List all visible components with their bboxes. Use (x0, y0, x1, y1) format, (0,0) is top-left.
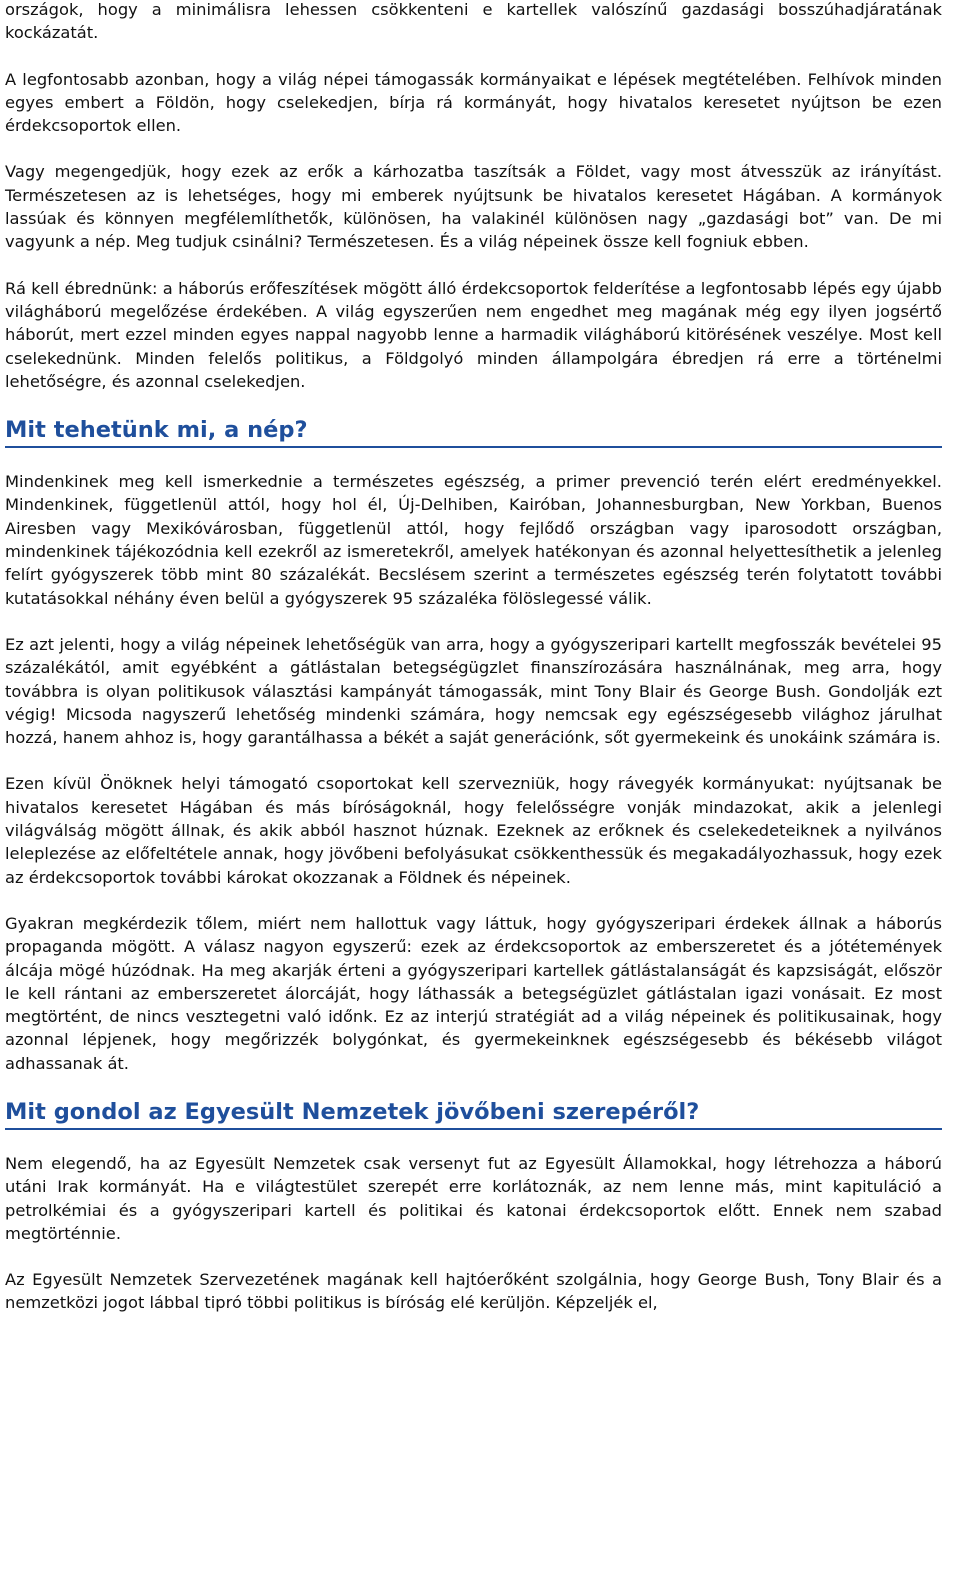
document-body (5, 0, 942, 1338)
paragraph: A legfontosabb azonban, hogy a világ népei támogassák kormányaikat e lépések megtételében. Felhívok minden egyes embert a Földön, hogy cselekedjen, bírja rá kormányát, hogy hivatalos keresetet nyújtson be ezen érdekcsoportok ellen. (5, 69, 942, 136)
paragraph: Ez azt jelenti, hogy a világ népeinek lehetőségük van arra, hogy a gyógyszeripari kartellt megfosszák bevételei 95 százalékától, amit egyébként a gátlástalan betegségügzlet finanszírozására használnának, meg arra, hogy továbbra is olyan politikusok választási kampányát támogassák, mint Tony Blair és George Bush. Gondolják ezt végig! Micsoda nagyszerű lehetőség mindenki számára, hogy nemcsak egy egészségesebb világhoz járulhat hozzá, hanem ahhoz is, hogy garantálhassa a békét a saját generációnk, sőt gyermekeink és unokáink számára is. (5, 634, 942, 748)
section-heading: Mit tehetünk mi, a nép? (5, 416, 942, 448)
section-heading: Mit gondol az Egyesült Nemzetek jövőbeni szerepéről? (5, 1098, 942, 1130)
paragraph: Mindenkinek meg kell ismerkednie a természetes egészség, a primer prevenció terén elért eredményekkel. Mindenkinek, függetlenül attól, hogy hol él, Új-Delhiben, Kairóban, Johannesburgban, New Yorkban, Buenos Airesben vagy Mexikóvárosban, függetlenül attól, hogy fejlődő országban vagy iparosodott országban, mindenkinek tájékozódnia kell ezekről az ismeretekről, amelyek hatékonyan és azonnal helyettesíthetik a jelenleg felírt gyógyszerek több mint 80 százalékát. Becslésem szerint a természetes egészség terén folytatott további kutatásokkal néhány éven belül a gyógyszerek 95 százaléka fölöslegessé válik. (5, 472, 942, 608)
paragraph: Gyakran megkérdezik tőlem, miért nem hallottuk vagy láttuk, hogy gyógyszeripari érdekek állnak a háborús propaganda mögött. A válasz nagyon egyszerű: ezek az érdekcsoportok az emberszeretet és a jótétemények álcája mögé húzódnak. Ha meg akarják érteni a gyógyszeripari kartellek gátlástalanságát és kapzsiságát, először le kell rántani az emberszeretet álorcáját, hogy láthassák a betegségüzlet gátlástalan igazi vonásait. Ez most megtörtént, de nincs vesztegetni való időnk. Ez az interjú stratégiát ad a világ népeinek és politikusainak, hogy azonnal lépjenek, hogy megőrizzék bolygónkat, és gyermekeinknek egészségesebb és békésebb világot adhassanak át. (5, 913, 942, 1073)
paragraph: Rá kell ébrednünk: a háborús erőfeszítések mögött álló érdekcsoportok felderítése a legfontosabb lépés egy újabb világháború megelőzése érdekében. A világ egyszerűen nem engedhet meg magának még egy ilyen jogsértő háborút, mert ezzel minden egyes nappal nagyobb lenne a harmadik világháború kitörésének veszélye. Most kell cselekednünk. Minden felelős politikus, a Földgolyó minden állampolgára ébredjen rá erre a történelmi lehetőségre, és azonnal cselekedjen. (5, 278, 942, 391)
paragraph: Ezen kívül Önöknek helyi támogató csoportokat kell szervezniük, hogy rávegyék kormányukat: nyújtsanak be hivatalos keresetet Hágában és más bíróságoknál, hogy felelősségre vonják mindazokat, akik a jelenlegi világválság mögött állnak, és akik abból hasznot húznak. Ezeknek az erőknek és cselekedeteiknek a nyilvános leleplezése az előfeltétele annak, hogy jövőbeni befolyásukat csökkenthessük és megakadályozhassuk, hogy ezek az érdekcsoportok további károkat okozzanak a Földnek és népeinek. (5, 774, 942, 887)
paragraph: Nem elegendő, ha az Egyesült Nemzetek csak versenyt fut az Egyesült Államokkal, hogy létrehozza a háború utáni Irak kormányát. Ha e világtestület szerepét erre korlátoznák, az nem lenne más, mint kapituláció a petrolkémiai és a gyógyszeripari kartell és politikai és katonai érdekcsoportok előtt. Ennek nem szabad megtörténnie. (5, 1153, 942, 1243)
paragraph: Vagy megengedjük, hogy ezek az erők a kárhozatba taszítsák a Földet, vagy most átvesszük az irányítást. Természetesen az is lehetséges, hogy mi emberek nyújtsunk be hivatalos keresetet Hágában. A kormányok lassúak és könnyen megfélemlíthetők, különösen, ha valakinél különösen nagy „gazdasági bot” van. De mi vagyunk a nép. Meg tudjuk csinálni? Természetesen. És a világ népeinek össze kell fogniuk ebben. (5, 162, 942, 252)
paragraph: Az Egyesült Nemzetek Szervezetének magának kell hajtóerőként szolgálnia, hogy George Bush, Tony Blair és a nemzetközi jogot lábbal tipró többi politikus is bíróság elé kerüljön. Képzeljék el, (5, 1270, 942, 1313)
paragraph: országok, hogy a minimálisra lehessen csökkenteni e kartellek valószínű gazdasági bosszúhadjáratának kockázatát. (5, 0, 942, 43)
